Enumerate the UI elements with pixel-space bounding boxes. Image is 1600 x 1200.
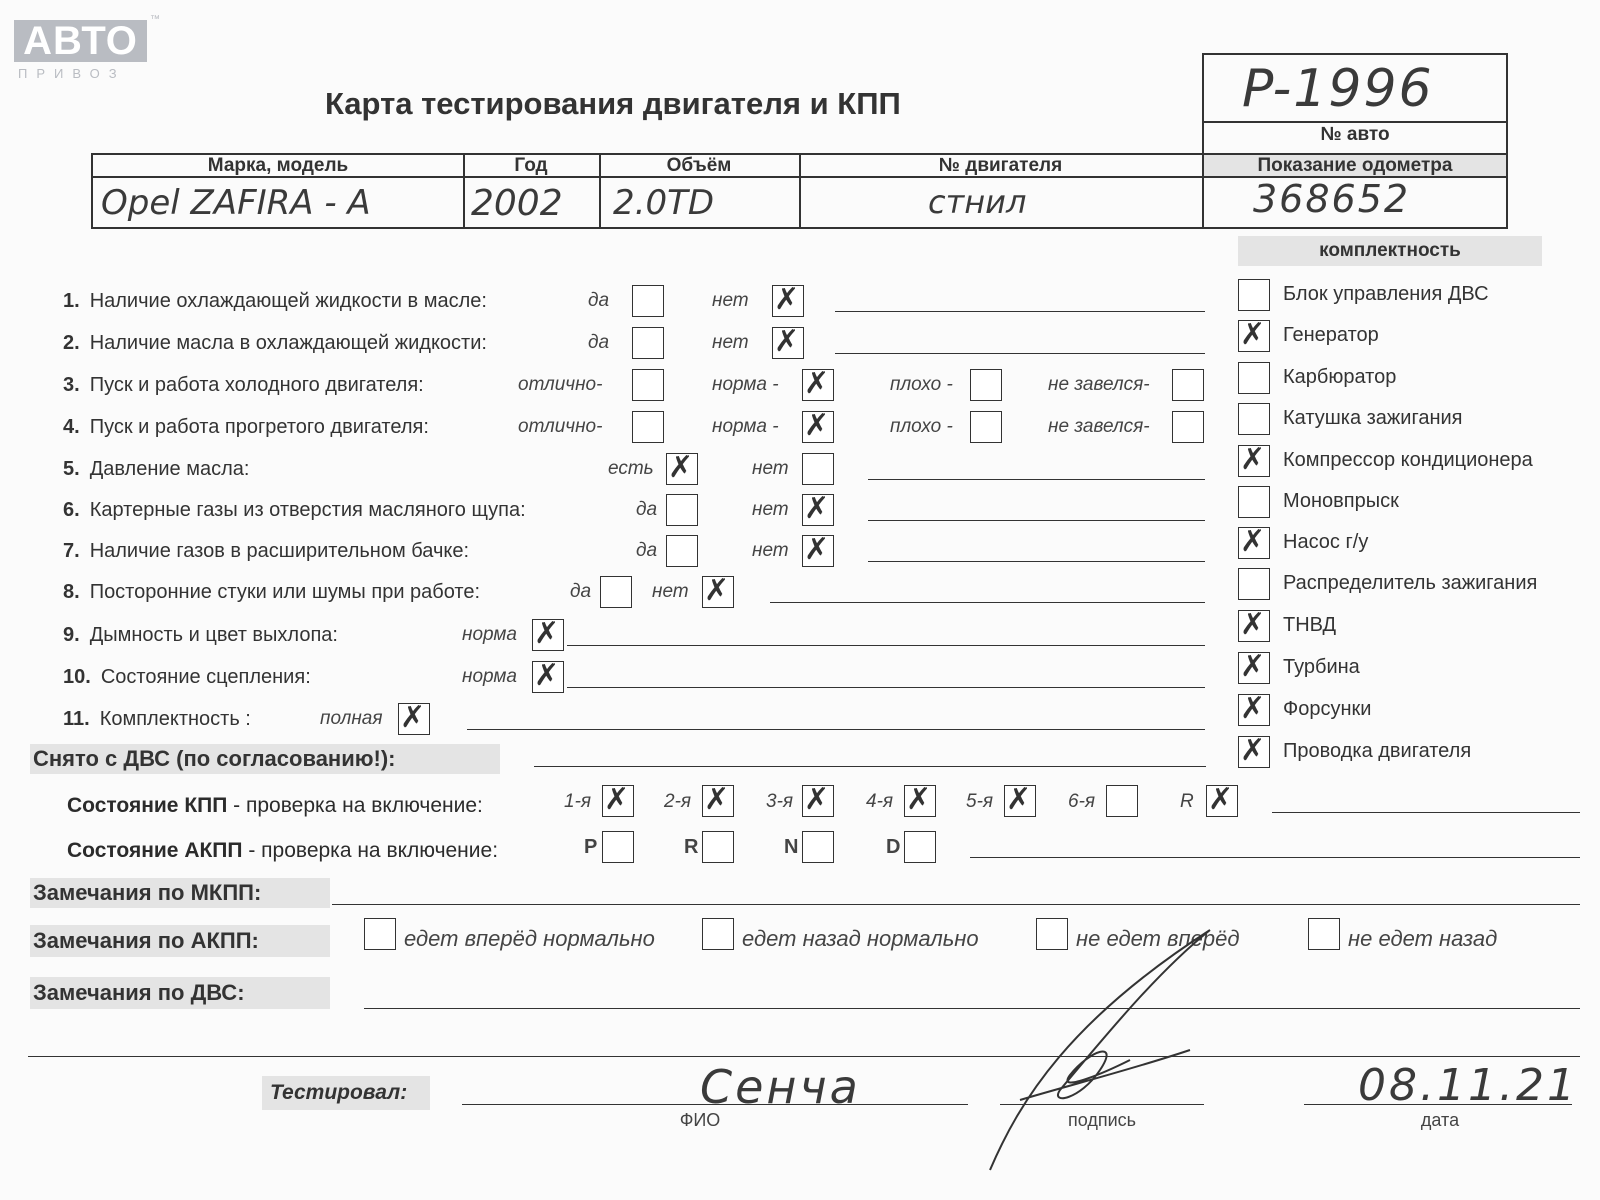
date-caption: дата (1420, 1110, 1460, 1130)
option-checkbox[interactable] (970, 411, 1002, 443)
completeness-label: Проводка двигателя (1283, 740, 1472, 762)
remarks-akpp-label: Замечания по АКПП: (33, 928, 259, 953)
header-volume: Объём (666, 155, 732, 176)
gear-label: 3-я (766, 791, 794, 812)
checkbox-mark: ✗ (804, 366, 830, 401)
option-label: норма - (712, 416, 779, 437)
completeness-label: ТНВД (1283, 614, 1337, 636)
completeness-checkbox[interactable] (1238, 486, 1270, 518)
car-number-label: № авто (1320, 124, 1390, 145)
completeness-checkbox[interactable] (1238, 607, 1270, 642)
value-odometer: 368652 (1253, 177, 1411, 221)
gear-label: 5-я (966, 791, 994, 812)
question-text: Состояние сцепления: (100, 666, 311, 688)
question-text: Комплектность : (99, 708, 251, 730)
remarks-mkpp-line (332, 904, 1580, 905)
answer-line (835, 311, 1205, 312)
option-checkbox[interactable] (772, 282, 804, 317)
value-year: 2002 (471, 183, 563, 224)
question-row (63, 581, 480, 604)
logo-sub: ПРИВОЗ (18, 66, 126, 81)
answer-line (835, 353, 1205, 354)
akpp-label-rest: - проверка на включение: (242, 839, 499, 862)
question-number: 3. (63, 374, 80, 396)
akpp-gear-checkbox[interactable] (904, 831, 936, 863)
option-label: да (636, 540, 658, 561)
option-checkbox[interactable] (632, 411, 664, 443)
completeness-checkbox[interactable] (1238, 317, 1270, 352)
gear-label: 1-я (564, 791, 592, 812)
question-number: 1. (63, 290, 80, 312)
question-number: 9. (63, 624, 80, 646)
akpp-gear-checkbox[interactable] (802, 831, 834, 863)
page-title: Карта тестирования двигателя и КПП (325, 86, 901, 121)
akpp-label (67, 839, 498, 863)
akpp-remark-label: едет вперёд нормально (404, 926, 655, 951)
option-checkbox[interactable] (802, 532, 834, 567)
completeness-label: Форсунки (1283, 698, 1372, 720)
completeness-checkbox[interactable] (1238, 691, 1270, 726)
tester-name: Сенча (700, 1060, 861, 1114)
car-number-divider (1204, 121, 1506, 123)
akpp-gear-label: P (584, 836, 598, 858)
question-text: Давление масла: (89, 458, 250, 480)
question-row (63, 374, 424, 397)
option-label: нет (752, 540, 789, 561)
option-checkbox[interactable] (702, 573, 734, 608)
completeness-checkbox[interactable] (1238, 442, 1270, 477)
akpp-remark-checkbox[interactable] (364, 918, 396, 950)
question-row (63, 666, 311, 689)
answer-line (567, 645, 1205, 646)
option-checkbox[interactable] (1172, 369, 1204, 401)
checkbox-mark: ✗ (534, 658, 560, 693)
question-text: Пуск и работа холодного двигателя: (89, 374, 424, 396)
checkbox-mark: ✗ (804, 491, 830, 526)
option-checkbox[interactable] (1172, 411, 1204, 443)
option-checkbox[interactable] (772, 324, 804, 359)
option-label: да (570, 581, 592, 602)
answer-line (770, 602, 1205, 603)
option-label: нет (652, 581, 689, 602)
option-label: нет (752, 458, 789, 479)
question-row (63, 332, 487, 355)
option-label: отлично- (518, 374, 603, 395)
completeness-label: Моновпрыск (1283, 490, 1399, 512)
akpp-label-bold: Состояние АКПП (67, 839, 243, 862)
checkbox-mark: ✗ (804, 782, 830, 817)
completeness-label: Компрессор кондиционера (1283, 449, 1533, 471)
akpp-remark-label: не едет назад (1348, 926, 1498, 951)
question-number: 10. (63, 666, 91, 688)
gear-checkbox[interactable] (904, 782, 936, 817)
akpp-gear-checkbox[interactable] (702, 831, 734, 863)
akpp-gear-label: D (886, 836, 901, 858)
option-checkbox[interactable] (532, 616, 564, 651)
completeness-label: Катушка зажигания (1283, 407, 1463, 429)
gear-checkbox[interactable] (802, 782, 834, 817)
completeness-header: комплектность (1319, 240, 1461, 261)
checkbox-mark: ✗ (1208, 782, 1234, 817)
completeness-label: Насос г/у (1283, 531, 1369, 553)
question-number: 11. (63, 708, 90, 730)
question-number: 8. (63, 581, 80, 603)
question-row (63, 624, 338, 647)
option-checkbox[interactable] (600, 576, 632, 608)
checkbox-mark: ✗ (1240, 442, 1266, 477)
option-checkbox[interactable] (802, 408, 834, 443)
option-label: норма (462, 624, 517, 645)
logo-main: АВТО (14, 20, 147, 62)
question-row (63, 458, 249, 481)
gear-checkbox[interactable] (702, 782, 734, 817)
option-label: плохо - (890, 374, 953, 395)
question-row (63, 540, 469, 563)
question-row (63, 708, 251, 731)
gear-label: 6-я (1068, 791, 1096, 812)
option-checkbox[interactable] (632, 285, 664, 317)
option-checkbox[interactable] (532, 658, 564, 693)
question-row (63, 416, 429, 439)
option-checkbox[interactable] (632, 327, 664, 359)
akpp-gear-label: R (684, 836, 699, 858)
value-volume: 2.0TD (613, 183, 715, 223)
gear-checkbox[interactable] (602, 782, 634, 817)
removed-line (534, 766, 1206, 767)
remarks-extra-line (28, 1056, 1580, 1057)
checkbox-mark: ✗ (1240, 733, 1266, 768)
option-label: да (636, 499, 658, 520)
option-label: норма - (712, 374, 779, 395)
question-number: 6. (63, 499, 80, 521)
completeness-checkbox[interactable] (1238, 568, 1270, 600)
logo-tm: ™ (150, 14, 160, 25)
checkbox-mark: ✗ (1240, 649, 1266, 684)
checkbox-mark: ✗ (906, 782, 932, 817)
tested-by-label: Тестировал: (270, 1081, 408, 1104)
option-checkbox[interactable] (666, 494, 698, 526)
gear-checkbox[interactable] (1106, 785, 1138, 817)
option-checkbox[interactable] (398, 700, 430, 735)
option-label: да (588, 332, 610, 353)
name-line (462, 1104, 968, 1105)
akpp-remark-label: не едет вперёд (1076, 926, 1240, 951)
kpp-label-rest: - проверка на включение: (227, 794, 483, 817)
option-checkbox[interactable] (802, 453, 834, 485)
answer-line (868, 479, 1205, 480)
question-text: Дымность и цвет выхлопа: (89, 624, 338, 646)
completeness-label: Карбюратор (1283, 366, 1397, 388)
checkbox-mark: ✗ (668, 450, 694, 485)
kpp-line (1272, 812, 1580, 813)
kpp-label-bold: Состояние КПП (67, 794, 228, 817)
answer-line (467, 729, 1205, 730)
checkbox-mark: ✗ (1240, 607, 1266, 642)
option-label: есть (608, 458, 654, 479)
checkbox-mark: ✗ (704, 782, 730, 817)
question-row (63, 290, 487, 313)
completeness-label: Блок управления ДВС (1283, 283, 1489, 305)
completeness-label: Турбина (1283, 656, 1360, 678)
option-label: плохо - (890, 416, 953, 437)
question-text: Наличие газов в расширительном бачке: (89, 540, 470, 562)
question-number: 4. (63, 416, 80, 438)
question-row (63, 499, 526, 522)
remarks-dvs-label: Замечания по ДВС: (33, 980, 245, 1005)
option-checkbox[interactable] (666, 535, 698, 567)
question-text: Посторонние стуки или шумы при работе: (89, 581, 481, 603)
question-number: 2. (63, 332, 80, 354)
question-number: 7. (63, 540, 80, 562)
kpp-label (67, 794, 483, 818)
question-text: Наличие охлаждающей жидкости в масле: (89, 290, 487, 312)
value-model: Opel ZAFIRA - A (101, 183, 371, 223)
gear-label: 4-я (866, 791, 894, 812)
checkbox-mark: ✗ (400, 700, 426, 735)
logo (14, 14, 160, 81)
option-checkbox[interactable] (802, 366, 834, 401)
option-label: полная (320, 708, 383, 729)
value-engine-number: стнил (928, 183, 1027, 221)
option-checkbox[interactable] (970, 369, 1002, 401)
checkbox-mark: ✗ (774, 324, 800, 359)
answer-line (868, 520, 1205, 521)
completeness-label: Распределитель зажигания (1283, 572, 1538, 594)
header-year: Год (514, 155, 548, 176)
option-label: не завелся- (1048, 416, 1150, 437)
question-number: 5. (63, 458, 80, 480)
option-checkbox[interactable] (666, 450, 698, 485)
header-model: Марка, модель (207, 155, 349, 176)
akpp-gear-label: N (784, 836, 799, 858)
option-label: нет (712, 332, 749, 353)
remarks-mkpp-label: Замечания по МКПП: (33, 880, 262, 905)
name-caption: ФИО (679, 1110, 721, 1130)
akpp-remark-checkbox[interactable] (702, 918, 734, 950)
gear-label: 2-я (664, 791, 692, 812)
header-engine-number: № двигателя (938, 155, 1063, 176)
checkbox-mark: ✗ (704, 573, 730, 608)
checkbox-mark: ✗ (774, 282, 800, 317)
option-label: нет (712, 290, 749, 311)
checkbox-mark: ✗ (1240, 317, 1266, 352)
date-line (1304, 1104, 1572, 1105)
gear-checkbox[interactable] (1206, 782, 1238, 817)
gear-checkbox[interactable] (1004, 782, 1036, 817)
checkbox-mark: ✗ (804, 408, 830, 443)
vehicle-table (91, 153, 1508, 229)
completeness-checkbox[interactable] (1238, 524, 1270, 559)
checkbox-mark: ✗ (1240, 691, 1266, 726)
car-number-value: P-1996 (1242, 59, 1434, 119)
completeness-checkbox[interactable] (1238, 649, 1270, 684)
completeness-checkbox[interactable] (1238, 279, 1270, 311)
option-label: нет (752, 499, 789, 520)
completeness-checkbox[interactable] (1238, 733, 1270, 768)
test-date: 08.11.21 (1358, 1060, 1578, 1111)
option-checkbox[interactable] (802, 491, 834, 526)
option-label: отлично- (518, 416, 603, 437)
header-odometer: Показание одометра (1257, 155, 1453, 176)
akpp-line (970, 857, 1580, 858)
answer-line (567, 687, 1205, 688)
question-text: Наличие масла в охлаждающей жидкости: (89, 332, 487, 354)
option-label: да (588, 290, 610, 311)
completeness-label: Генератор (1283, 324, 1379, 346)
checkbox-mark: ✗ (604, 782, 630, 817)
option-label: не завелся- (1048, 374, 1150, 395)
akpp-remark-label: едет назад нормально (742, 926, 979, 951)
checkbox-mark: ✗ (804, 532, 830, 567)
option-label: норма (462, 666, 517, 687)
signature-caption: подпись (1067, 1110, 1137, 1130)
gear-label: R (1180, 791, 1194, 812)
checkbox-mark: ✗ (534, 616, 560, 651)
completeness-checkbox[interactable] (1238, 403, 1270, 435)
checkbox-mark: ✗ (1240, 524, 1266, 559)
checkbox-mark: ✗ (1006, 782, 1032, 817)
answer-line (868, 561, 1205, 562)
signature-scribble (960, 900, 1260, 1180)
akpp-gear-checkbox[interactable] (602, 831, 634, 863)
question-text: Картерные газы из отверстия масляного щупа: (89, 499, 526, 521)
removed-label: Снято с ДВС (по согласованию!): (33, 746, 396, 771)
completeness-checkbox[interactable] (1238, 362, 1270, 394)
question-text: Пуск и работа прогретого двигателя: (89, 416, 429, 438)
akpp-remark-checkbox[interactable] (1308, 918, 1340, 950)
option-checkbox[interactable] (632, 369, 664, 401)
